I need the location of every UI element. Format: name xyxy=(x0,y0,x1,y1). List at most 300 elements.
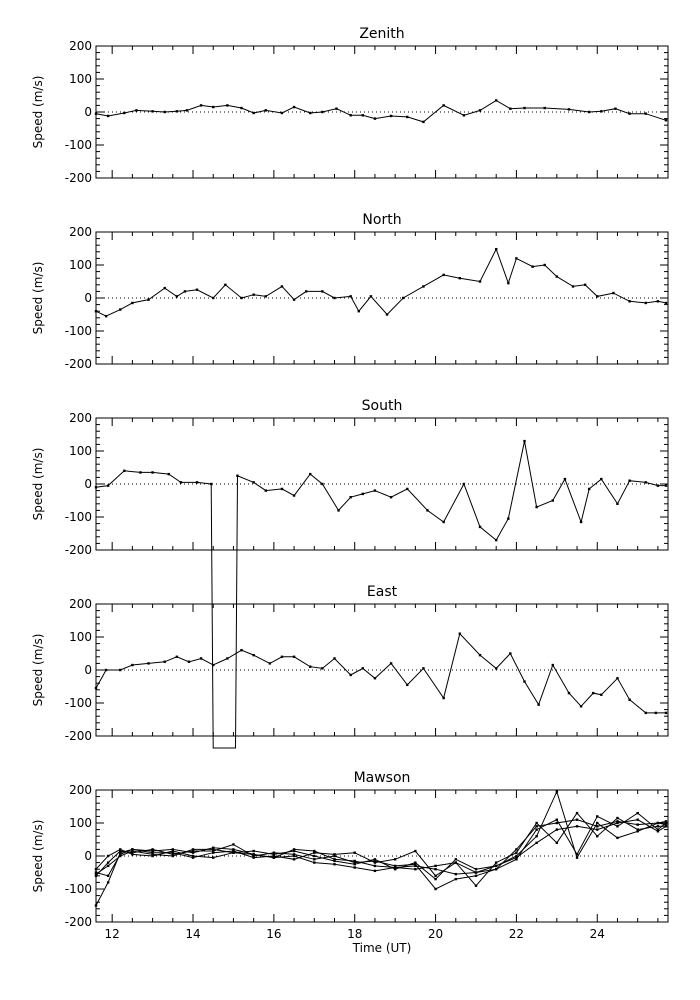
south-data-point xyxy=(236,475,238,477)
north-data-point xyxy=(645,302,647,304)
mawson-data-point xyxy=(535,825,537,827)
south-data-point xyxy=(495,539,497,541)
south-data-point xyxy=(309,473,311,475)
south-data-point xyxy=(600,478,602,480)
mawson-data-point xyxy=(313,861,315,863)
x-tick-label: 16 xyxy=(266,927,282,941)
mawson-data-point xyxy=(192,855,194,857)
x-tick-label: 18 xyxy=(347,927,363,941)
mawson-data-point xyxy=(119,855,121,857)
zenith-ytick-label: -100 xyxy=(64,138,92,152)
mawson-data-point xyxy=(107,861,109,863)
north-data-point xyxy=(224,284,226,286)
east-data-point xyxy=(269,662,271,664)
east-data-point xyxy=(479,654,481,656)
north-data-point xyxy=(628,300,630,302)
mawson-data-point xyxy=(293,855,295,857)
zenith-data-point xyxy=(212,106,214,108)
zenith-ytick-label: 200 xyxy=(69,39,92,53)
x-tick-label: 12 xyxy=(104,927,120,941)
mawson-data-point xyxy=(596,822,598,824)
mawson-data-point xyxy=(556,819,558,821)
mawson-data-point xyxy=(354,863,356,865)
north-data-point xyxy=(422,285,424,287)
east-data-point xyxy=(509,652,511,654)
zenith-data-point xyxy=(135,109,137,111)
mawson-data-point xyxy=(374,870,376,872)
south-data-point xyxy=(107,484,109,486)
mawson-data-point xyxy=(151,848,153,850)
north-data-point xyxy=(358,310,360,312)
mawson-data-point xyxy=(95,873,97,875)
south-data-point xyxy=(552,499,554,501)
south-data-point xyxy=(616,503,618,505)
zenith-data-point xyxy=(374,117,376,119)
zenith-data-point xyxy=(164,111,166,113)
south-data-point xyxy=(442,521,444,523)
south-data-point xyxy=(406,488,408,490)
north-ytick-label: -100 xyxy=(64,324,92,338)
mawson-data-point xyxy=(434,875,436,877)
mawson-data-point xyxy=(636,819,638,821)
mawson-data-point xyxy=(535,822,537,824)
mawson-data-point xyxy=(107,875,109,877)
mawson-data-point xyxy=(576,856,578,858)
east-data-point xyxy=(600,694,602,696)
east-data-point xyxy=(537,703,539,705)
zenith-data-point xyxy=(309,112,311,114)
x-tick-label: 22 xyxy=(508,927,525,941)
north-data-point xyxy=(572,285,574,287)
zenith-data-point xyxy=(628,112,630,114)
north-data-point xyxy=(281,285,283,287)
north-data-point xyxy=(370,295,372,297)
east-plot-frame xyxy=(96,604,668,736)
mawson-data-point xyxy=(354,866,356,868)
east-ytick-label: 100 xyxy=(69,630,92,644)
zenith-data-point xyxy=(390,115,392,117)
east-data-point xyxy=(95,687,97,689)
mawson-data-point xyxy=(414,868,416,870)
south-data-point xyxy=(252,481,254,483)
mawson-data-point xyxy=(313,852,315,854)
south-data-point xyxy=(426,509,428,511)
east-data-point xyxy=(580,705,582,707)
north-data-point xyxy=(147,298,149,300)
zenith-data-point xyxy=(645,112,647,114)
south-data-point xyxy=(628,480,630,482)
mawson-data-point xyxy=(252,856,254,858)
north-data-point xyxy=(612,292,614,294)
x-tick-label: 14 xyxy=(185,927,201,941)
mawson-ytick-label: 100 xyxy=(69,816,92,830)
zenith-data-point xyxy=(176,110,178,112)
zenith-ytick-label: 100 xyxy=(69,72,92,86)
south-panel-title: South xyxy=(361,398,403,414)
north-data-point xyxy=(556,275,558,277)
mawson-data-point xyxy=(515,852,517,854)
zenith-data-point xyxy=(479,109,481,111)
mawson-data-point xyxy=(475,871,477,873)
south-data-point xyxy=(479,526,481,528)
mawson-series-line-3 xyxy=(96,813,666,886)
mawson-data-point xyxy=(616,837,618,839)
north-data-point xyxy=(119,308,121,310)
mawson-ytick-label: -200 xyxy=(64,915,92,929)
mawson-data-point xyxy=(455,858,457,860)
mawson-data-point xyxy=(414,850,416,852)
mawson-data-point xyxy=(495,868,497,870)
east-ytick-label: -200 xyxy=(64,729,92,743)
east-data-point xyxy=(188,661,190,663)
east-data-point xyxy=(105,669,107,671)
east-data-point xyxy=(390,662,392,664)
east-data-point xyxy=(131,664,133,666)
south-data-point xyxy=(535,506,537,508)
east-y-axis-label: Speed (m/s) xyxy=(31,633,45,707)
mawson-data-point xyxy=(252,853,254,855)
south-ytick-label: -200 xyxy=(64,543,92,557)
north-data-point xyxy=(665,302,667,304)
east-series-line-1 xyxy=(96,634,666,713)
mawson-data-point xyxy=(232,843,234,845)
north-data-point xyxy=(95,310,97,312)
mawson-data-point xyxy=(95,868,97,870)
north-data-point xyxy=(495,248,497,250)
zenith-data-point xyxy=(252,112,254,114)
south-data-point xyxy=(657,484,659,486)
north-data-point xyxy=(459,277,461,279)
zenith-ytick-label: 0 xyxy=(84,105,92,119)
zenith-data-point xyxy=(321,111,323,113)
east-data-point xyxy=(459,633,461,635)
east-data-point xyxy=(240,649,242,651)
zenith-y-axis-label: Speed (m/s) xyxy=(31,75,45,149)
south-data-point xyxy=(645,481,647,483)
south-data-point xyxy=(362,493,364,495)
mawson-data-point xyxy=(636,830,638,832)
east-data-point xyxy=(321,667,323,669)
mawson-data-point xyxy=(556,842,558,844)
mawson-data-point xyxy=(475,885,477,887)
east-data-point xyxy=(309,666,311,668)
mawson-data-point xyxy=(313,858,315,860)
zenith-series-line-1 xyxy=(96,101,666,122)
east-data-point xyxy=(147,662,149,664)
zenith-data-point xyxy=(568,108,570,110)
east-ytick-label: 200 xyxy=(69,597,92,611)
north-panel-title: North xyxy=(362,212,402,228)
east-data-point xyxy=(349,674,351,676)
zenith-data-point xyxy=(495,99,497,101)
mawson-data-point xyxy=(535,842,537,844)
zenith-data-point xyxy=(406,116,408,118)
south-data-point xyxy=(523,440,525,442)
mawson-data-point xyxy=(657,825,659,827)
south-data-point xyxy=(281,488,283,490)
zenith-data-point xyxy=(293,106,295,108)
zenith-data-point xyxy=(442,104,444,106)
mawson-data-point xyxy=(616,825,618,827)
east-data-point xyxy=(422,667,424,669)
south-data-point xyxy=(168,473,170,475)
east-data-point xyxy=(616,677,618,679)
mawson-data-point xyxy=(192,848,194,850)
south-y-axis-label: Speed (m/s) xyxy=(31,447,45,521)
north-data-point xyxy=(507,282,509,284)
south-data-point xyxy=(588,488,590,490)
mawson-data-point xyxy=(455,861,457,863)
mawson-data-point xyxy=(394,866,396,868)
east-data-point xyxy=(442,697,444,699)
zenith-data-point xyxy=(123,112,125,114)
mawson-data-point xyxy=(107,881,109,883)
mawson-data-point xyxy=(131,850,133,852)
mawson-y-axis-label: Speed (m/s) xyxy=(31,819,45,893)
mawson-data-point xyxy=(576,819,578,821)
north-y-axis-label: Speed (m/s) xyxy=(31,261,45,335)
mawson-data-point xyxy=(212,856,214,858)
north-ytick-label: 200 xyxy=(69,225,92,239)
mawson-ytick-label: -100 xyxy=(64,882,92,896)
north-data-point xyxy=(515,257,517,259)
mawson-data-point xyxy=(273,856,275,858)
north-data-point xyxy=(657,300,659,302)
mawson-data-point xyxy=(252,850,254,852)
north-data-point xyxy=(252,294,254,296)
north-plot-frame xyxy=(96,232,668,364)
east-data-point xyxy=(374,677,376,679)
zenith-ytick-label: -200 xyxy=(64,171,92,185)
mawson-data-point xyxy=(374,861,376,863)
north-data-point xyxy=(333,297,335,299)
south-data-point xyxy=(180,481,182,483)
north-data-point xyxy=(479,280,481,282)
east-data-point xyxy=(406,684,408,686)
north-data-point xyxy=(584,284,586,286)
mawson-data-point xyxy=(333,860,335,862)
east-data-point xyxy=(592,692,594,694)
east-data-point xyxy=(252,654,254,656)
mawson-data-point xyxy=(107,865,109,867)
mawson-data-point xyxy=(616,822,618,824)
east-data-point xyxy=(293,656,295,658)
zenith-data-point xyxy=(614,108,616,110)
mawson-data-point xyxy=(636,812,638,814)
zenith-data-point xyxy=(523,107,525,109)
zenith-data-point xyxy=(349,114,351,116)
mawson-data-point xyxy=(616,817,618,819)
east-data-point xyxy=(176,656,178,658)
x-tick-label: 24 xyxy=(589,927,605,941)
north-data-point xyxy=(240,297,242,299)
south-ytick-label: 0 xyxy=(84,477,92,491)
mawson-data-point xyxy=(576,812,578,814)
mawson-data-point xyxy=(434,868,436,870)
mawson-data-point xyxy=(596,815,598,817)
south-data-point xyxy=(293,494,295,496)
east-data-point xyxy=(628,699,630,701)
zenith-data-point xyxy=(151,110,153,112)
mawson-panel-title: Mawson xyxy=(353,770,411,786)
x-tick-label: 20 xyxy=(427,927,444,941)
zenith-data-point xyxy=(422,121,424,123)
zenith-data-point xyxy=(95,112,97,114)
south-data-point xyxy=(95,486,97,488)
zenith-data-point xyxy=(665,119,667,121)
east-ytick-label: -100 xyxy=(64,696,92,710)
zenith-data-point xyxy=(186,109,188,111)
mawson-data-point xyxy=(515,848,517,850)
south-data-point xyxy=(463,483,465,485)
north-data-point xyxy=(212,297,214,299)
east-data-point xyxy=(333,657,335,659)
mawson-data-point xyxy=(535,835,537,837)
east-data-point xyxy=(362,667,364,669)
zenith-data-point xyxy=(240,107,242,109)
zenith-data-point xyxy=(463,114,465,116)
mawson-data-point xyxy=(107,855,109,857)
zenith-plot-frame xyxy=(96,46,668,178)
south-data-point xyxy=(564,478,566,480)
mawson-data-point xyxy=(313,855,315,857)
east-data-point xyxy=(226,657,228,659)
mawson-data-point xyxy=(434,878,436,880)
mawson-data-point xyxy=(576,825,578,827)
north-data-point xyxy=(131,302,133,304)
zenith-data-point xyxy=(226,104,228,106)
mawson-data-point xyxy=(172,850,174,852)
north-ytick-label: 100 xyxy=(69,258,92,272)
x-axis-label: Time (UT) xyxy=(352,941,412,955)
south-plot-frame xyxy=(96,418,668,550)
mawson-data-point xyxy=(119,848,121,850)
mawson-data-point xyxy=(455,878,457,880)
mawson-data-point xyxy=(273,853,275,855)
north-data-point xyxy=(386,313,388,315)
north-data-point xyxy=(442,274,444,276)
south-ytick-label: -100 xyxy=(64,510,92,524)
east-data-point xyxy=(655,712,657,714)
mawson-data-point xyxy=(455,873,457,875)
mawson-data-point xyxy=(333,863,335,865)
zenith-data-point xyxy=(600,110,602,112)
south-data-point xyxy=(123,470,125,472)
south-data-point xyxy=(665,484,667,486)
east-data-point xyxy=(212,664,214,666)
south-data-point xyxy=(580,521,582,523)
south-data-point xyxy=(507,517,509,519)
east-panel-title: East xyxy=(366,584,398,600)
zenith-data-point xyxy=(588,111,590,113)
north-data-point xyxy=(105,315,107,317)
mawson-data-point xyxy=(596,828,598,830)
mawson-ytick-label: 200 xyxy=(69,783,92,797)
south-data-point xyxy=(321,483,323,485)
south-data-point xyxy=(196,481,198,483)
mawson-ytick-label: 0 xyxy=(84,849,92,863)
mawson-data-point xyxy=(495,861,497,863)
zenith-data-point xyxy=(544,107,546,109)
mawson-data-point xyxy=(212,852,214,854)
mawson-data-point xyxy=(596,835,598,837)
north-data-point xyxy=(305,290,307,292)
north-data-point xyxy=(265,295,267,297)
mawson-data-point xyxy=(657,830,659,832)
mawson-data-point xyxy=(293,858,295,860)
mawson-data-point xyxy=(232,852,234,854)
zenith-data-point xyxy=(107,115,109,117)
east-data-point xyxy=(281,656,283,658)
zenith-data-point xyxy=(281,112,283,114)
north-data-point xyxy=(196,289,198,291)
zenith-data-point xyxy=(509,108,511,110)
north-data-point xyxy=(164,287,166,289)
mawson-data-point xyxy=(293,850,295,852)
north-data-point xyxy=(293,298,295,300)
mawson-data-point xyxy=(636,823,638,825)
mawson-data-point xyxy=(414,865,416,867)
mawson-data-point xyxy=(414,861,416,863)
north-data-point xyxy=(321,290,323,292)
south-data-point xyxy=(210,483,212,485)
mawson-data-point xyxy=(374,865,376,867)
mawson-data-point xyxy=(535,828,537,830)
south-data-point xyxy=(139,471,141,473)
north-data-point xyxy=(402,297,404,299)
mawson-data-point xyxy=(172,855,174,857)
zenith-panel-title: Zenith xyxy=(359,26,405,42)
north-ytick-label: -200 xyxy=(64,357,92,371)
mawson-data-point xyxy=(495,865,497,867)
mawson-data-point xyxy=(151,853,153,855)
south-ytick-label: 200 xyxy=(69,411,92,425)
north-data-point xyxy=(184,290,186,292)
mawson-data-point xyxy=(556,790,558,792)
south-data-point xyxy=(265,489,267,491)
east-data-point xyxy=(568,692,570,694)
east-data-point xyxy=(645,712,647,714)
mawson-data-point xyxy=(475,875,477,877)
mawson-data-point xyxy=(665,825,667,827)
mawson-data-point xyxy=(131,853,133,855)
east-ytick-label: 0 xyxy=(84,663,92,677)
south-data-point xyxy=(151,471,153,473)
zenith-data-point xyxy=(265,109,267,111)
mawson-data-point xyxy=(657,822,659,824)
mawson-data-point xyxy=(212,848,214,850)
mawson-data-point xyxy=(354,852,356,854)
mawson-data-point xyxy=(434,888,436,890)
north-data-point xyxy=(349,295,351,297)
north-series-line-1 xyxy=(96,249,666,316)
east-data-point xyxy=(164,661,166,663)
north-data-point xyxy=(544,264,546,266)
mawson-data-point xyxy=(515,856,517,858)
mawson-data-point xyxy=(394,858,396,860)
north-data-point xyxy=(596,295,598,297)
mawson-data-point xyxy=(475,868,477,870)
mawson-data-point xyxy=(556,828,558,830)
east-data-point xyxy=(495,667,497,669)
east-data-point xyxy=(200,657,202,659)
north-data-point xyxy=(531,265,533,267)
zenith-data-point xyxy=(335,108,337,110)
south-data-point xyxy=(337,509,339,511)
mawson-data-point xyxy=(374,858,376,860)
zenith-data-point xyxy=(362,114,364,116)
south-ytick-label: 100 xyxy=(69,444,92,458)
